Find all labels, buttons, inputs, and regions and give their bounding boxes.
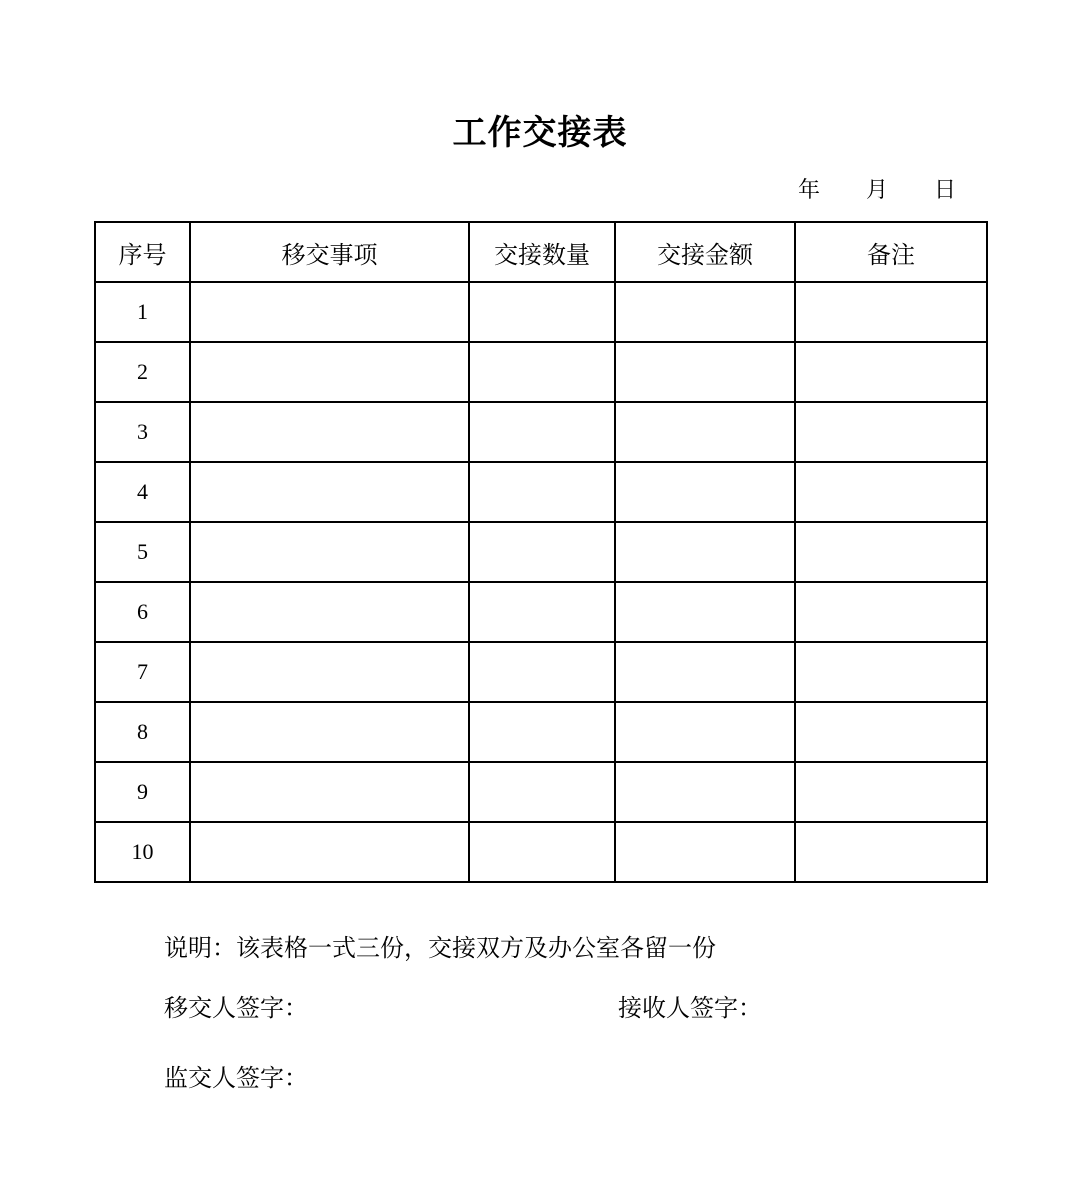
cell-amount[interactable]: [615, 762, 795, 822]
handover-table: [94, 221, 988, 883]
row-serial-no: 6: [95, 582, 190, 642]
cell-remark[interactable]: [795, 702, 987, 762]
cell-remark[interactable]: [795, 282, 987, 342]
row-serial-no: 4: [95, 462, 190, 522]
header-serial-no: 序号: [95, 222, 190, 282]
cell-quantity[interactable]: [469, 822, 615, 882]
cell-quantity[interactable]: [469, 462, 615, 522]
receiver-signature-label: 接收人签字：: [618, 994, 762, 1022]
cell-quantity[interactable]: [469, 642, 615, 702]
cell-remark[interactable]: [795, 582, 987, 642]
cell-remark[interactable]: [795, 462, 987, 522]
transferor-signature-label: 移交人签字：: [164, 994, 308, 1022]
date-day-label: 日: [934, 178, 957, 203]
cell-remark[interactable]: [795, 342, 987, 402]
cell-transfer-item[interactable]: [190, 342, 469, 402]
row-serial-no: 3: [95, 402, 190, 462]
cell-transfer-item[interactable]: [190, 822, 469, 882]
cell-amount[interactable]: [615, 282, 795, 342]
table-row: [95, 282, 987, 342]
table-row: [95, 702, 987, 762]
cell-amount[interactable]: [615, 342, 795, 402]
cell-quantity[interactable]: [469, 282, 615, 342]
cell-amount[interactable]: [615, 702, 795, 762]
page-title: 工作交接表: [452, 113, 628, 153]
table-row: [95, 582, 987, 642]
header-transfer-item: 移交事项: [190, 222, 469, 282]
cell-amount[interactable]: [615, 522, 795, 582]
row-serial-no: 7: [95, 642, 190, 702]
row-serial-no: 1: [95, 282, 190, 342]
cell-remark[interactable]: [795, 762, 987, 822]
header-amount: 交接金额: [615, 222, 795, 282]
cell-quantity[interactable]: [469, 582, 615, 642]
cell-transfer-item[interactable]: [190, 582, 469, 642]
cell-remark[interactable]: [795, 642, 987, 702]
date-month-label: 月: [866, 178, 889, 203]
row-serial-no: 2: [95, 342, 190, 402]
header-quantity: 交接数量: [469, 222, 615, 282]
row-serial-no: 5: [95, 522, 190, 582]
cell-amount[interactable]: [615, 402, 795, 462]
cell-transfer-item[interactable]: [190, 462, 469, 522]
cell-remark[interactable]: [795, 522, 987, 582]
cell-quantity[interactable]: [469, 702, 615, 762]
table-row: [95, 402, 987, 462]
table-row: [95, 462, 987, 522]
cell-transfer-item[interactable]: [190, 702, 469, 762]
cell-amount[interactable]: [615, 462, 795, 522]
cell-transfer-item[interactable]: [190, 522, 469, 582]
cell-quantity[interactable]: [469, 342, 615, 402]
cell-amount[interactable]: [615, 642, 795, 702]
table-row: [95, 342, 987, 402]
table-row: [95, 762, 987, 822]
cell-remark[interactable]: [795, 822, 987, 882]
cell-transfer-item[interactable]: [190, 762, 469, 822]
row-serial-no: 8: [95, 702, 190, 762]
cell-quantity[interactable]: [469, 402, 615, 462]
row-serial-no: 10: [95, 822, 190, 882]
cell-remark[interactable]: [795, 402, 987, 462]
table-row: [95, 522, 987, 582]
form-note: 说明：该表格一式三份，交接双方及办公室各留一份: [164, 934, 716, 962]
cell-transfer-item[interactable]: [190, 402, 469, 462]
date-year-label: 年: [798, 178, 821, 203]
header-remark: 备注: [795, 222, 987, 282]
cell-transfer-item[interactable]: [190, 282, 469, 342]
table-row: [95, 822, 987, 882]
cell-quantity[interactable]: [469, 522, 615, 582]
cell-amount[interactable]: [615, 822, 795, 882]
supervisor-signature-label: 监交人签字：: [164, 1064, 308, 1092]
date-line: [790, 176, 970, 206]
table-header-row: [95, 222, 987, 282]
cell-transfer-item[interactable]: [190, 642, 469, 702]
table-row: [95, 642, 987, 702]
cell-amount[interactable]: [615, 582, 795, 642]
cell-quantity[interactable]: [469, 762, 615, 822]
row-serial-no: 9: [95, 762, 190, 822]
